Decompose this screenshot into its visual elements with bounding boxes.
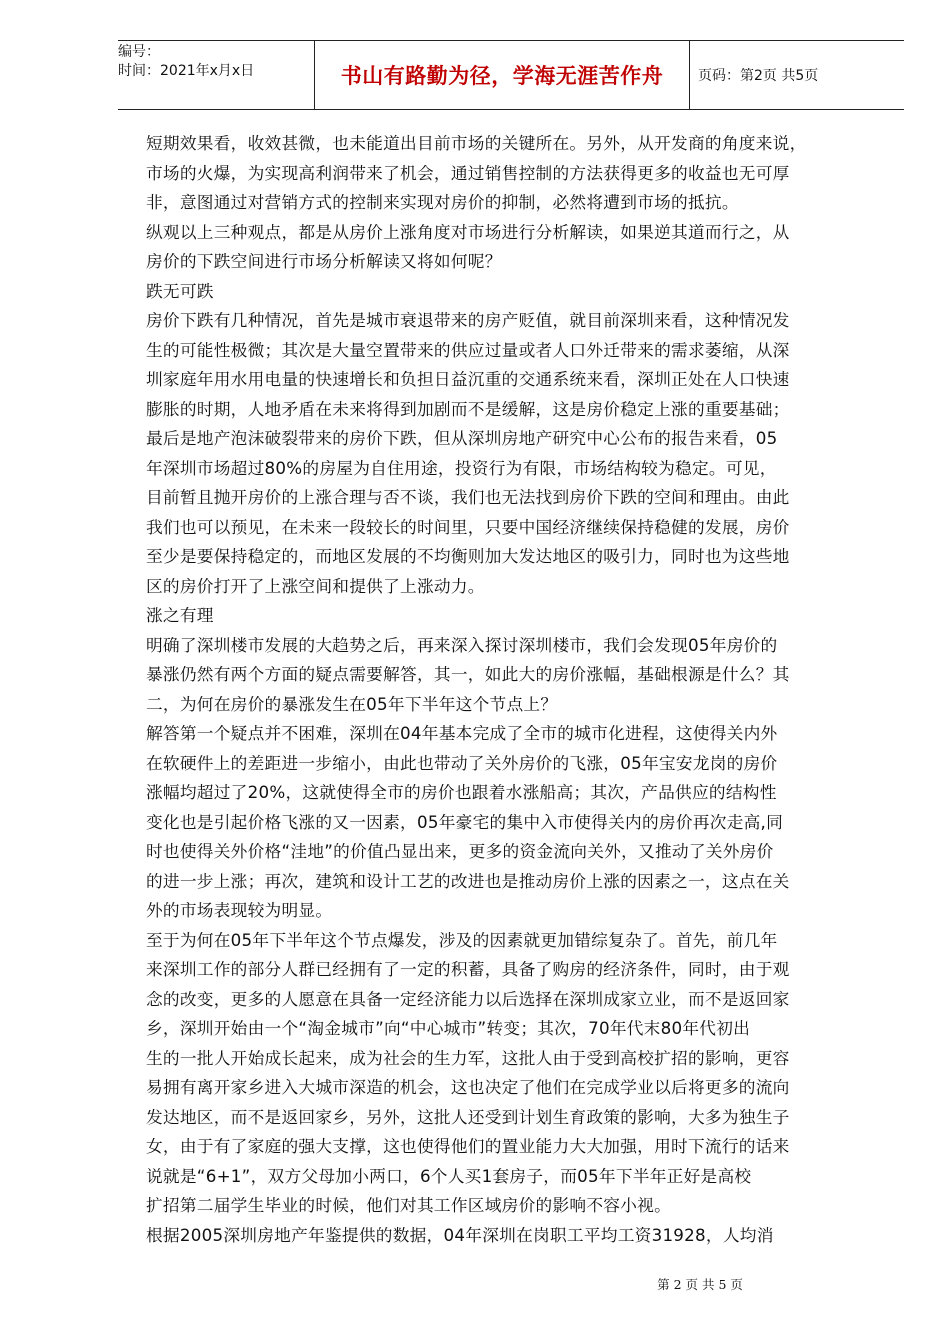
document-number-label: 编号： [118,44,160,60]
body-line: 暴涨仍然有两个方面的疑点需要解答，其一，如此大的房价涨幅，基础根源是什么？其 [146,664,790,684]
body-line: 膨胀的时期，人地矛盾在未来将得到加剧而不是缓解，这是房价稳定上涨的重要基础； [146,398,790,419]
document-time-label: 时间：2021年x月x日 [118,63,255,79]
body-line: 外的市场表现较为明显。 [146,900,333,920]
body-line: 扩招第二届学生毕业的时候，他们对其工作区域房价的影响不容小视。 [146,1195,672,1215]
body-line: 女，由于有了家庭的强大支撑，这也使得他们的置业能力大大加强，用时下流行的话来 [146,1136,790,1156]
section-heading: 跌无可跌 [146,280,214,301]
body-line: 念的改变，更多的人愿意在具备一定经济能力以后选择在深圳成家立业，而不是返回家 [146,988,790,1009]
body-line: 在软硬件上的差距进一步缩小，由此也带动了关外房价的飞涨，05年宝安龙岗的房价 [146,752,778,773]
document-header [118,40,904,110]
header-motto: 书山有路勤为径，学海无涯苦作舟 [314,41,690,109]
body-line: 说就是“6+1”，双方父母加小两口，6个人买1套房子，而05年下半年正好是高校 [146,1165,752,1186]
body-line: 最后是地产泡沫破裂带来的房价下跌，但从深圳房地产研究中心公布的报告来看，05 [146,428,778,448]
body-line: 我们也可以预见，在未来一段较长的时间里，只要中国经济继续保持稳健的发展，房价 [146,516,790,537]
body-line: 至少是要保持稳定的，而地区发展的不均衡则加大发达地区的吸引力，同时也为这些地 [146,546,790,566]
body-line: 生的可能性极微；其次是大量空置带来的供应过量或者人口外迁带来的需求萎缩，从深 [146,339,790,360]
section-heading: 涨之有理 [146,605,214,625]
body-line: 市场的火爆，为实现高利润带来了机会，通过销售控制的方法获得更多的收益也无可厚 [146,162,790,183]
body-line: 至于为何在05年下半年这个节点爆发，涉及的因素就更加错综复杂了。首先，前几年 [146,929,778,950]
body-line: 涨幅均超过了20%，这就使得全市的房价也跟着水涨船高；其次，产品供应的结构性 [146,782,777,802]
body-line: 短期效果看，收效甚微，也未能道出目前市场的关键所在。另外，从开发商的角度来说， [146,133,807,153]
body-line: 房价的下跌空间进行市场分析解读又将如何呢？ [146,251,502,271]
header-page-info: 页码：第2页 共5页 [698,68,819,84]
body-line: 时也使得关外价格“洼地”的价值凸显出来，更多的资金流向关外，又推动了关外房价 [146,841,774,861]
body-line: 生的一批人开始成长起来，成为社会的生力军，这批人由于受到高校扩招的影响，更容 [146,1047,790,1068]
body-line: 目前暂且抛开房价的上涨合理与否不谈，我们也无法找到房价下跌的空间和理由。由此 [146,487,790,507]
document-body [146,129,888,1250]
body-line: 房价下跌有几种情况，首先是城市衰退带来的房产贬值，就目前深圳来看，这种情况发 [146,310,790,330]
body-line: 非，意图通过对营销方式的控制来实现对房价的抑制，必然将遭到市场的抵抗。 [146,192,739,212]
body-line: 根据2005深圳房地产年鉴提供的数据，04年深圳在岗职工平均工资31928，人均消 [146,1224,774,1245]
body-line: 圳家庭年用水用电量的快速增长和负担日益沉重的交通系统来看，深圳正处在人口快速 [146,369,790,389]
body-line: 变化也是引起价格飞涨的又一因素，05年豪宅的集中入市使得关内的房价再次走高,同 [146,811,784,832]
body-line: 发达地区，而不是返回家乡，另外，这批人还受到计划生育政策的影响，大多为独生子 [146,1106,790,1127]
body-line: 区的房价打开了上涨空间和提供了上涨动力。 [146,575,485,596]
body-line: 的进一步上涨；再次，建筑和设计工艺的改进也是推动房价上涨的因素之一，这点在关 [146,870,790,891]
body-line: 纵观以上三种观点，都是从房价上涨角度对市场进行分析解读，如果逆其道而行之，从 [146,221,790,242]
body-line: 二，为何在房价的暴涨发生在05年下半年这个节点上？ [146,693,558,714]
body-line: 解答第一个疑点并不困难，深圳在04年基本完成了全市的城市化进程，这使得关内外 [146,723,778,743]
body-line: 明确了深圳楼市发展的大趋势之后，再来深入探讨深圳楼市，我们会发现05年房价的 [146,634,778,655]
header-meta [118,41,314,109]
body-line: 乡，深圳开始由一个“淘金城市”向“中心城市”转变；其次，70年代末80年代初出 [146,1018,751,1038]
body-line: 年深圳市场超过80%的房屋为自住用途，投资行为有限，市场结构较为稳定。可见， [146,457,777,478]
page-footer: 第 2 页 共 5 页 [657,1277,743,1292]
body-line: 来深圳工作的部分人群已经拥有了一定的积蓄，具备了购房的经济条件，同时，由于观 [146,959,790,979]
body-line: 易拥有离开家乡进入大城市深造的机会，这也决定了他们在完成学业以后将更多的流向 [146,1077,790,1097]
